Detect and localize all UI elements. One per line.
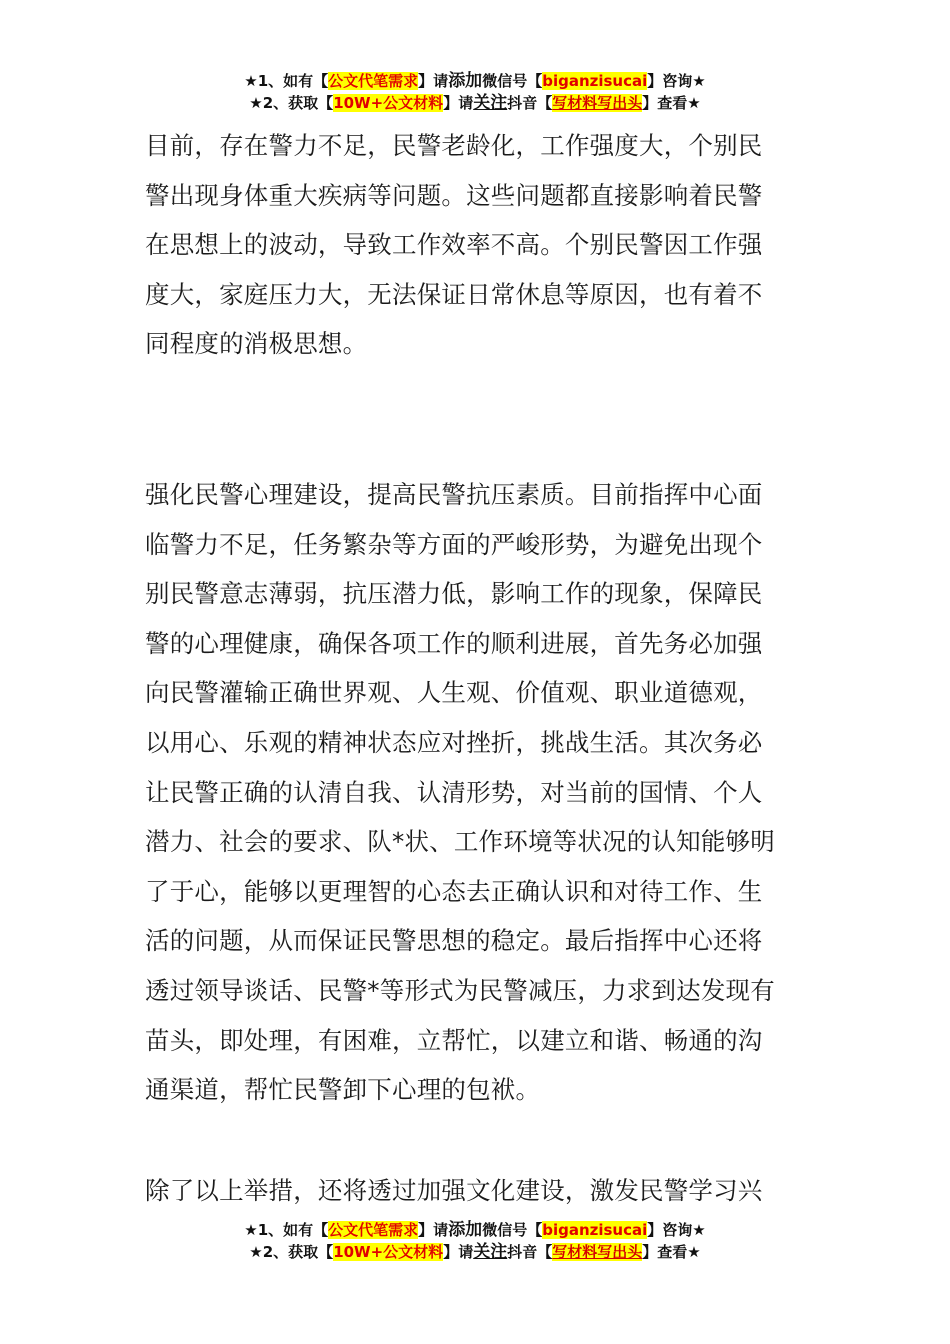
banner-text: 】请: [418, 1221, 449, 1239]
top-banner: [0, 70, 950, 114]
text-line: 让民警正确的认清自我、认清形势，对当前的国情、个人: [145, 777, 763, 807]
banner-text: 添加: [448, 1220, 483, 1240]
text-line: 同程度的消极思想。: [145, 329, 368, 359]
banner-text: ★1、如有【: [244, 72, 329, 90]
banner-text: 】请: [443, 1243, 474, 1261]
banner-line-1: [0, 1219, 950, 1241]
text-line: 度大，家庭压力大，无法保证日常休息等原因，也有着不: [145, 279, 763, 309]
text-line: 活的问题，从而保证民警思想的稳定。最后指挥中心还将: [145, 926, 763, 956]
banner-text: ★2、获取【: [249, 94, 334, 112]
text-line: 警的心理健康，确保各项工作的顺利进展，首先务必加强: [145, 628, 763, 658]
highlight-wechat-id: biganzisucai: [542, 72, 648, 90]
banner-text: 微信号【: [482, 1221, 543, 1239]
banner-text: 】请: [418, 72, 449, 90]
text-line: 强化民警心理建设，提高民警抗压素质。目前指挥中心面: [145, 480, 763, 509]
banner-text: 抖音【: [507, 94, 553, 112]
banner-text: 】查看★: [642, 94, 701, 112]
banner-text: 】请: [443, 94, 474, 112]
text-line: 透过领导谈话、民警*等形式为民警减压，力求到达发现有: [145, 975, 775, 1005]
banner-line-1: [0, 70, 950, 92]
highlight-wechat-id: biganzisucai: [542, 1221, 648, 1239]
text-line: 除了以上举措，还将透过加强文化建设，激发民警学习兴: [145, 1176, 763, 1205]
text-line: 在思想上的波动，导致工作效率不高。个别民警因工作强: [145, 230, 763, 260]
banner-line-2: [0, 92, 950, 114]
banner-text: ★2、获取【: [249, 1243, 334, 1261]
banner-text: 】咨询★: [647, 72, 706, 90]
text-line: 通渠道，帮忙民警卸下心理的包袱。: [145, 1075, 541, 1105]
paragraph-3: [145, 1166, 810, 1216]
text-line: 别民警意志薄弱，抗压潜力低，影响工作的现象，保障民: [145, 579, 763, 609]
banner-text: 抖音【: [507, 1243, 553, 1261]
highlight-materials: 10W+公文材料: [333, 1243, 444, 1261]
paragraph-2: [145, 470, 810, 1115]
text-line: 苗头，即处理，有困难，立帮忙，以建立和谐、畅通的沟: [145, 1025, 763, 1055]
text-line: 向民警灌输正确世界观、人生观、价值观、职业道德观，: [145, 678, 763, 708]
banner-text: 】查看★: [642, 1243, 701, 1261]
text-line: 以用心、乐观的精神状态应对挫折，挑战生活。其次务必: [145, 727, 763, 757]
text-line: 目前，存在警力不足，民警老龄化，工作强度大，个别民: [145, 131, 763, 160]
banner-line-2: [0, 1241, 950, 1263]
banner-text: 添加: [448, 71, 483, 91]
banner-text: 微信号【: [482, 72, 543, 90]
highlight-service: 公文代笔需求: [328, 1221, 419, 1239]
text-line: 潜力、社会的要求、队*状、工作环境等状况的认知能够明: [145, 827, 775, 857]
banner-text: 关注: [473, 93, 508, 113]
highlight-douyin: 写材料写出头: [552, 94, 643, 112]
banner-text: 】咨询★: [647, 1221, 706, 1239]
bottom-banner: [0, 1219, 950, 1263]
text-line: 警出现身体重大疾病等问题。这些问题都直接影响着民警: [145, 180, 763, 210]
banner-text: 关注: [473, 1242, 508, 1262]
highlight-service: 公文代笔需求: [328, 72, 419, 90]
highlight-douyin: 写材料写出头: [552, 1243, 643, 1261]
text-line: 了于心，能够以更理智的心态去正确认识和对待工作、生: [145, 876, 763, 906]
paragraph-1: [145, 121, 810, 369]
text-line: 临警力不足，任务繁杂等方面的严峻形势，为避免出现个: [145, 529, 763, 559]
banner-text: ★1、如有【: [244, 1221, 329, 1239]
highlight-materials: 10W+公文材料: [333, 94, 444, 112]
